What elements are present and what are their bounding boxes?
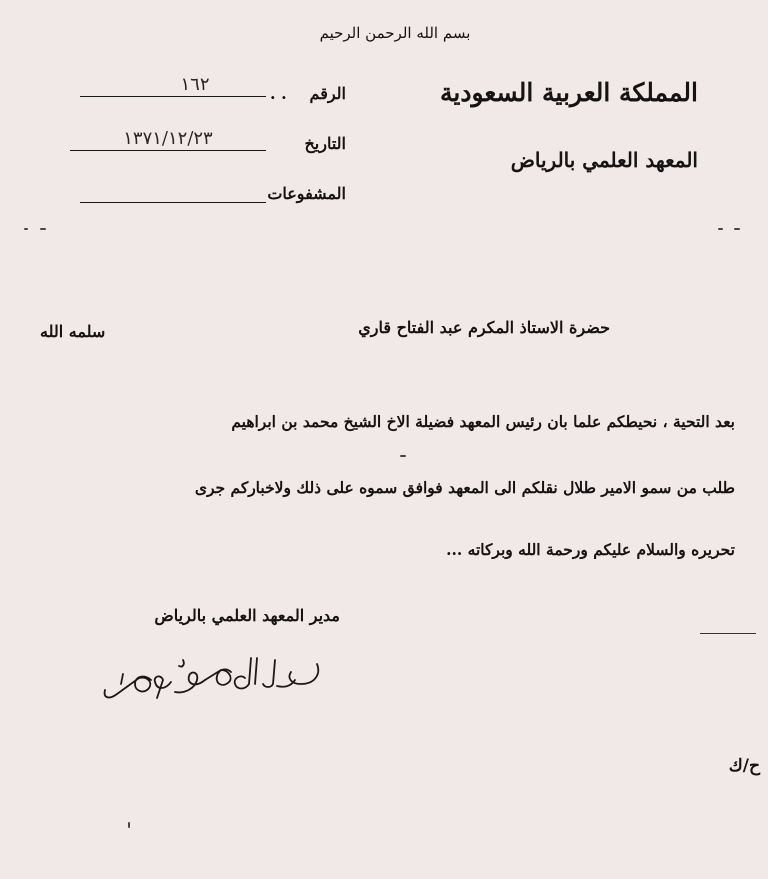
initials: ح/ك <box>728 756 760 776</box>
scan-speck <box>400 455 406 457</box>
kingdom-header: المملكة العربية السعودية <box>439 78 698 107</box>
basmala: بسم الله الرحمن الرحيم <box>319 24 471 42</box>
divider-rule <box>700 633 756 634</box>
number-value: ١٦٢ <box>180 74 210 95</box>
number-dots: . . <box>270 84 287 103</box>
scan-speck <box>718 228 723 230</box>
body-line-1: بعد التحية ، نحيطكم علما بان رئيس المعهد فضيلة الاخ الشيخ محمد بن ابراهيم <box>231 412 735 431</box>
attachments-label: المشفوعات <box>267 184 346 203</box>
addressee-line: حضرة الاستاذ المكرم عبد الفتاح قاري <box>358 318 610 337</box>
scan-speck <box>40 228 46 230</box>
body-line-2: طلب من سمو الامير طلال نقلكم الى المعهد فوافق سموه على ذلك ولاخباركم جرى <box>194 478 735 497</box>
signature-name <box>100 670 330 681</box>
scan-speck <box>734 228 740 230</box>
salutation: سلمه الله <box>40 322 106 341</box>
scan-speck <box>128 822 130 828</box>
number-label: الرقم <box>309 84 346 103</box>
attachments-line <box>80 202 266 203</box>
scan-speck <box>24 228 28 230</box>
date-line <box>70 150 266 151</box>
institute-header: المعهد العلمي بالرياض <box>510 148 698 172</box>
signer-title: مدير المعهد العلمي بالرياض <box>154 606 340 625</box>
date-label: التاريخ <box>304 134 346 153</box>
number-line <box>80 96 266 97</box>
date-value: ١٣٧١/١٢/٢٣ <box>123 128 213 149</box>
body-line-3: تحريره والسلام عليكم ورحمة الله وبركاته ... <box>446 540 735 559</box>
